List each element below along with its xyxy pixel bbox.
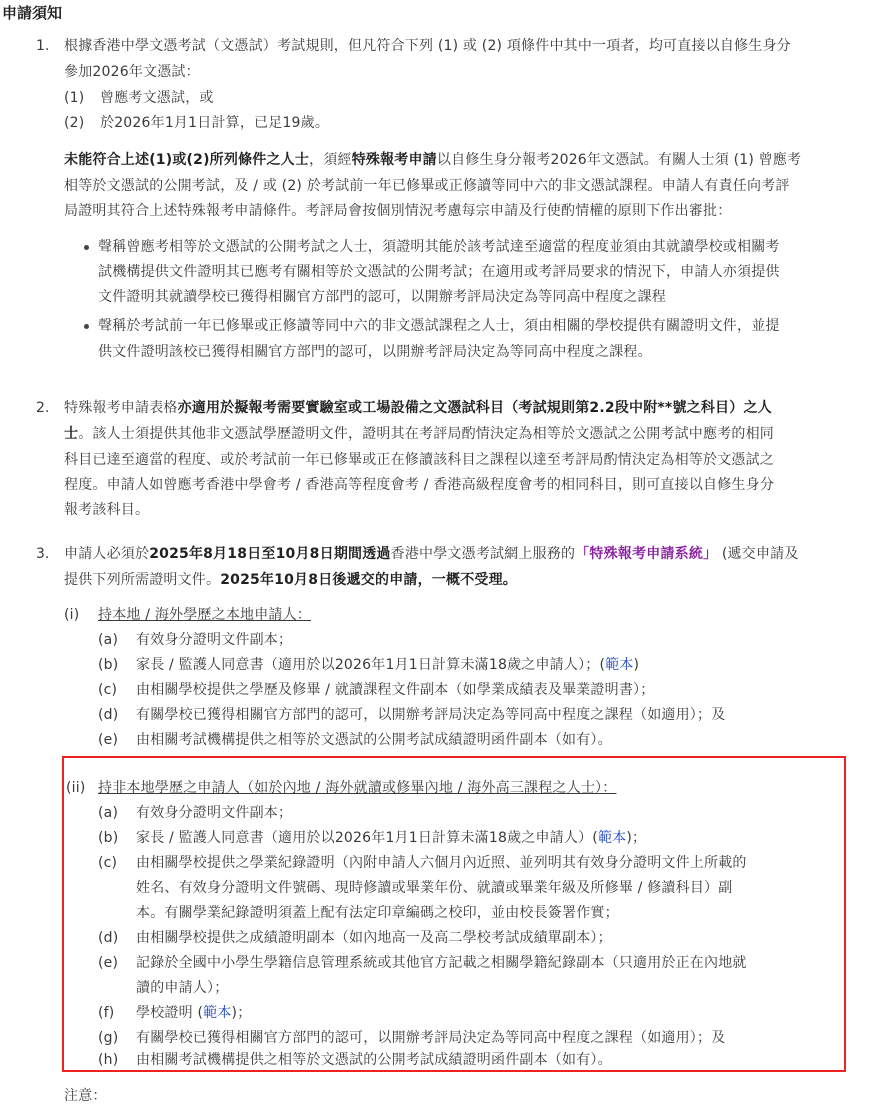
entry-text — [136, 655, 639, 675]
special-application-system-link[interactable]: 「特殊報考申請系統」 — [575, 546, 718, 562]
entry-label: (f) — [98, 1005, 115, 1021]
text: 學校證明 ( — [136, 1005, 204, 1021]
deadline-text: 2025年8月18日至10月8日期間透過 — [149, 546, 391, 562]
item-2-line — [64, 424, 774, 444]
bold-text: 特殊報考申請 — [351, 152, 437, 168]
text: 香港中學文憑考試網上服務的 — [390, 546, 576, 562]
condition-2-label: (2) — [64, 115, 85, 131]
condition-1-label: (1) — [64, 90, 85, 106]
entry-label: (b) — [98, 657, 119, 673]
entry-label: (h) — [98, 1052, 119, 1068]
entry-label: (a) — [98, 805, 119, 821]
group-i-label: (i) — [64, 607, 80, 623]
entry-text: 由相關學校提供之學業紀錄證明（內附申請人六個月內近照、並列明其有效身分證明文件上所載的 — [136, 855, 747, 871]
entry-text: 有效身分證明文件副本； — [136, 632, 293, 648]
text: 申請人必須於 — [64, 546, 150, 562]
entry-label: (e) — [98, 732, 119, 748]
entry-text: 本。有關學業紀錄證明須蓋上配有法定印章編碼之校印，並由校長簽署作實； — [136, 905, 619, 921]
entry-label: (g) — [98, 1030, 119, 1046]
group-ii-heading: 持非本地學歷之申請人（如於內地 / 海外就讀或修畢內地 / 海外高三課程之人士）： — [98, 780, 617, 796]
entry-text: 有關學校已獲得相關官方部門的認可，以開辦考評局決定為等同高中程度之課程（如適用）；及 — [136, 1030, 726, 1046]
text: 家長 / 監護人同意書（適用於以2026年1月1日計算未滿18歲之申請人）；( — [136, 657, 606, 673]
bullet-2-line: 供文件證明該校已獲得相關官方部門的認可，以開辦考評局決定為等同高中程度之課程。 — [98, 344, 652, 360]
item-2-line: 程度。申請人如曾應考香港中學會考 / 香港高等程度會考 / 香港高級程度會考的相同科目，則可直接以自修生身分 — [64, 477, 775, 493]
item-1-text-line: 參加2026年文憑試： — [64, 64, 200, 80]
bullet-1-line: 試機構提供文件證明其已應考有關相等於文憑試的公開考試；在適用或考評局要求的情況下，申請人亦須提供 — [98, 264, 780, 280]
text: ) — [633, 657, 640, 673]
item-2-line — [64, 398, 772, 418]
bullet-2-line: 聲稱於考試前一年已修畢或正修讀等同中六的非文憑試課程之人士，須由相關的學校提供有關證明文件，並提 — [98, 318, 780, 334]
entry-text: 由相關學校提供之成績證明副本（如內地高一及高二學校考試成績單副本）； — [136, 930, 612, 946]
paragraph-line: 局證明其符合上述特殊報考申請條件。考評局會按個別情況考慮每宗申請及行使酌情權的原則下作出審批： — [64, 203, 732, 219]
text: )； — [626, 830, 647, 846]
condition-1-text: 曾應考文憑試，或 — [100, 90, 214, 106]
bullet-icon — [84, 245, 89, 250]
text: )； — [231, 1005, 252, 1021]
entry-text: 讀的申請人）； — [136, 980, 229, 996]
sample-link[interactable]: 範本 — [597, 830, 627, 846]
entry-text: 有關學校已獲得相關官方部門的認可，以開辦考評局決定為等同高中程度之課程（如適用）；及 — [136, 707, 726, 723]
entry-text — [136, 828, 646, 848]
bold-text: 士 — [64, 426, 79, 442]
text: ，須經 — [309, 152, 352, 168]
text: 。該人士須提供其他非文憑試學歷證明文件，證明其在考評局酌情決定為相等於文憑試之公開考試中應考的相同 — [78, 426, 774, 442]
text: (遞交申請及 — [717, 546, 799, 562]
entry-text: 姓名、有效身分證明文件號碼、現時修讀或畢業年份、就讀或畢業年級及所修畢 / 修讀科目）副 — [136, 880, 733, 896]
entry-label: (c) — [98, 855, 118, 871]
item-3-number: 3. — [36, 546, 50, 562]
group-i-heading: 持本地 / 海外學歷之本地申請人： — [98, 607, 312, 623]
entry-text: 有效身分證明文件副本； — [136, 805, 293, 821]
entry-label: (b) — [98, 830, 119, 846]
bold-text: 未能符合上述(1)或(2)所列條件之人士 — [64, 152, 310, 168]
item-1-number: 1. — [36, 38, 50, 54]
entry-label: (d) — [98, 707, 119, 723]
entry-text: 由相關學校提供之學歷及修畢 / 就讀課程文件副本（如學業成績表及畢業證明書）； — [136, 682, 655, 698]
entry-label: (e) — [98, 955, 119, 971]
text: 特殊報考申請表格 — [64, 400, 178, 416]
item-2-line: 報考該科目。 — [64, 502, 150, 518]
special-application-paragraph — [64, 150, 801, 170]
item-2-number: 2. — [36, 400, 50, 416]
paragraph-line: 相等於文憑試的公開考試，及 / 或 (2) 於考試前一年已修畢或正修讀等同中六的非文憑試課程。申請人有責任向考評 — [64, 178, 790, 194]
bullet-icon — [84, 324, 89, 329]
entry-label: (a) — [98, 632, 119, 648]
text: 提供下列所需證明文件。 — [64, 572, 221, 588]
entry-text: 由相關考試機構提供之相等於文憑試的公開考試成績證明函件副本（如有）。 — [136, 732, 612, 748]
item-1-text-line: 根據香港中學文憑考試（文憑試）考試規則，但凡符合下列 (1) 或 (2) 項條件中其中一項者，均可直接以自修生身分 — [64, 38, 791, 54]
bold-text: 亦適用於擬報考需要實驗室或工場設備之文憑試科目（考試規則第2.2段中附**號之科目）之人 — [177, 400, 772, 416]
condition-2-text: 於2026年1月1日計算，已足19歲。 — [100, 115, 330, 131]
entry-label: (d) — [98, 930, 119, 946]
sample-link[interactable]: 範本 — [203, 1005, 232, 1021]
item-3-line — [64, 570, 517, 590]
bullet-1-line: 聲稱曾應考相等於文憑試的公開考試之人士，須證明其能於該考試達至適當的程度並須由其就讀學校或相關考 — [98, 239, 780, 255]
group-ii-label: (ii) — [66, 780, 86, 796]
late-submission-notice: 2025年10月8日後遞交的申請，一概不受理。 — [220, 572, 517, 588]
entry-text: 記錄於全國中小學生學籍信息管理系統或其他官方記載之相關學籍紀錄副本（只適用於正在內地就 — [136, 955, 747, 971]
entry-text — [136, 1003, 251, 1023]
item-3-line — [64, 544, 799, 564]
sample-link[interactable]: 範本 — [605, 657, 634, 673]
bullet-1-line: 文件證明其就讀學校已獲得相關官方部門的認可，以開辦考評局決定為等同高中程度之課程 — [98, 289, 666, 305]
entry-text: 由相關考試機構提供之相等於文憑試的公開考試成績證明函件副本（如有）。 — [136, 1052, 612, 1068]
item-2-line: 科目已達至適當的程度、或於考試前一年已修畢或正在修讀該科目之課程以達至考評局酌情決定為相等於文憑試之 — [64, 452, 774, 468]
entry-label: (c) — [98, 682, 118, 698]
note-label: 注意： — [64, 1088, 107, 1104]
text: 以自修生身分報考2026年文憑試。有關人士須 (1) 曾應考 — [436, 152, 802, 168]
page-title: 申請須知 — [2, 4, 63, 22]
text: 家長 / 監護人同意書（適用於以2026年1月1日計算未滿18歲之申請人）( — [136, 830, 598, 846]
